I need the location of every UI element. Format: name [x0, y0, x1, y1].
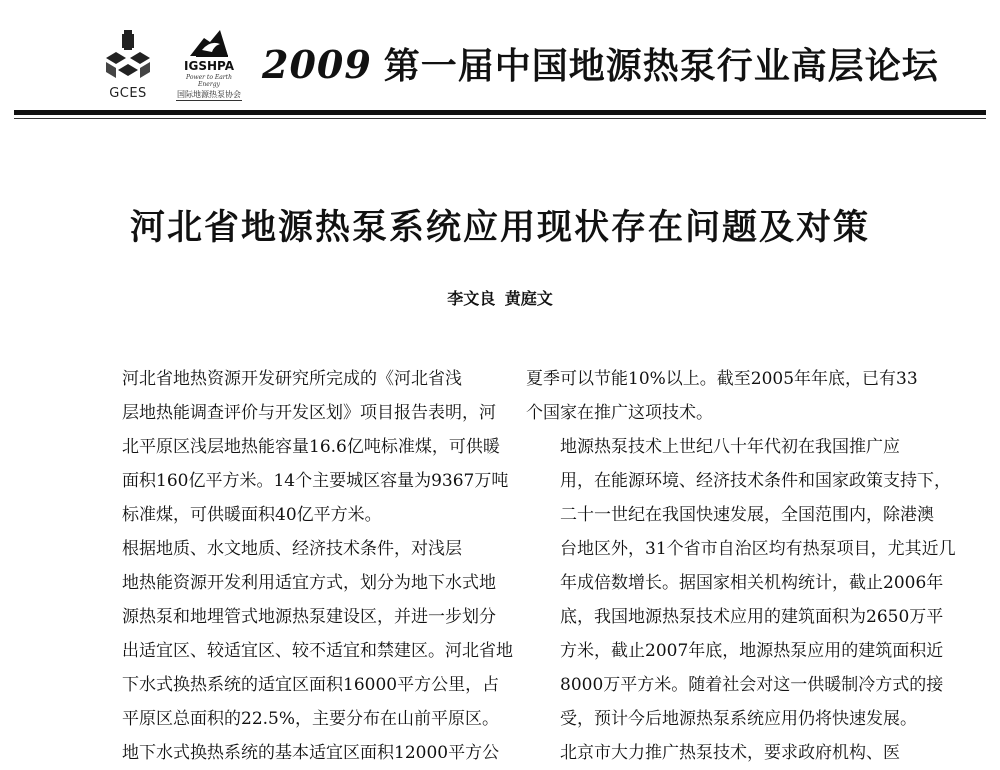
paragraph — [88, 532, 513, 770]
text-line: 地源热泵技术上世纪八十年代初在我国推广应 — [560, 437, 900, 457]
left-column — [88, 362, 513, 770]
gces-logo — [98, 28, 158, 104]
igshpa-tagline: Power to Earth Energy — [186, 74, 232, 88]
paragraph — [526, 430, 956, 736]
forum-name: 第一届中国地源热泵行业高层论坛 — [383, 45, 939, 87]
text-line: 北京市大力推广热泵技术，要求政府机构、医 — [560, 743, 900, 763]
text-line: 平原区总面积的22.5%，主要分布在山前平原区。 — [122, 709, 500, 729]
text-line: 地热能资源开发利用适宜方式，划分为地下水式地 — [122, 573, 496, 593]
header-rule-thick — [14, 110, 986, 115]
igshpa-emblem-icon — [188, 26, 230, 58]
igshpa-logo — [176, 26, 242, 102]
text-line: 出适宜区、较适宜区、较不适宜和禁建区。河北省地 — [122, 641, 513, 661]
paragraph — [526, 736, 928, 770]
text-line: 地下水式换热系统的基本适宜区面积12000平方公 — [122, 743, 500, 763]
text-line: 源热泵和地埋管式地源热泵建设区，并进一步划分 — [122, 607, 496, 627]
text-line: 下水式换热系统的适宜区面积16000平方公里，占 — [122, 675, 500, 695]
text-line: 河北省地热资源开发研究所完成的《河北省浅 — [122, 369, 462, 389]
gces-emblem-icon — [102, 28, 154, 84]
text-line: 8000万平方米。随着社会对这一供暖制冷方式的接 — [560, 675, 944, 695]
text-line: 夏季可以节能10%以上。截至2005年年底，已有33 — [526, 369, 918, 389]
paragraph — [88, 362, 509, 532]
text-line: 用，在能源环境、经济技术条件和国家政策支持下， — [560, 471, 951, 491]
text-line: 底，我国地源热泵技术应用的建筑面积为2650万平 — [560, 607, 944, 627]
paper-title: 河北省地源热泵系统应用现状存在问题及对策 — [129, 207, 870, 248]
text-line: 个国家在推广这项技术。 — [526, 403, 713, 423]
text-line: 标准煤，可供暖面积40亿平方米。 — [122, 505, 382, 525]
forum-title — [262, 38, 939, 89]
text-line: 方米，截止2007年底，地源热泵应用的建筑面积近 — [560, 641, 944, 661]
text-line: 受，预计今后地源热泵系统应用仍将快速发展。 — [560, 709, 917, 729]
text-line: 台地区外，31个省市自治区均有热泵项目，尤其近几 — [560, 539, 956, 559]
text-line: 北平原区浅层地热能容量16.6亿吨标准煤，可供暖 — [122, 437, 500, 457]
paragraph — [526, 362, 928, 430]
text-line: 年成倍数增长。据国家相关机构统计，截止2006年 — [560, 573, 944, 593]
page-header — [0, 0, 1000, 118]
right-column — [526, 362, 956, 770]
text-line: 面积160亿平方米。14个主要城区容量为9367万吨 — [122, 471, 509, 491]
paper-authors: 李文良 黄庭文 — [447, 289, 553, 308]
text-line: 二十一世纪在我国快速发展，全国范围内，除港澳 — [560, 505, 934, 525]
text-line: 根据地质、水文地质、经济技术条件，对浅层 — [122, 539, 462, 559]
gces-label: GCES — [109, 86, 147, 101]
header-rule-thin — [14, 118, 986, 119]
text-line: 层地热能调查评价与开发区划》项目报告表明，河 — [122, 403, 496, 423]
igshpa-label: IGSHPA — [184, 59, 234, 73]
forum-year: 2009 — [262, 42, 372, 87]
igshpa-chinese-name: 国际地源热泵协会 — [177, 90, 241, 99]
